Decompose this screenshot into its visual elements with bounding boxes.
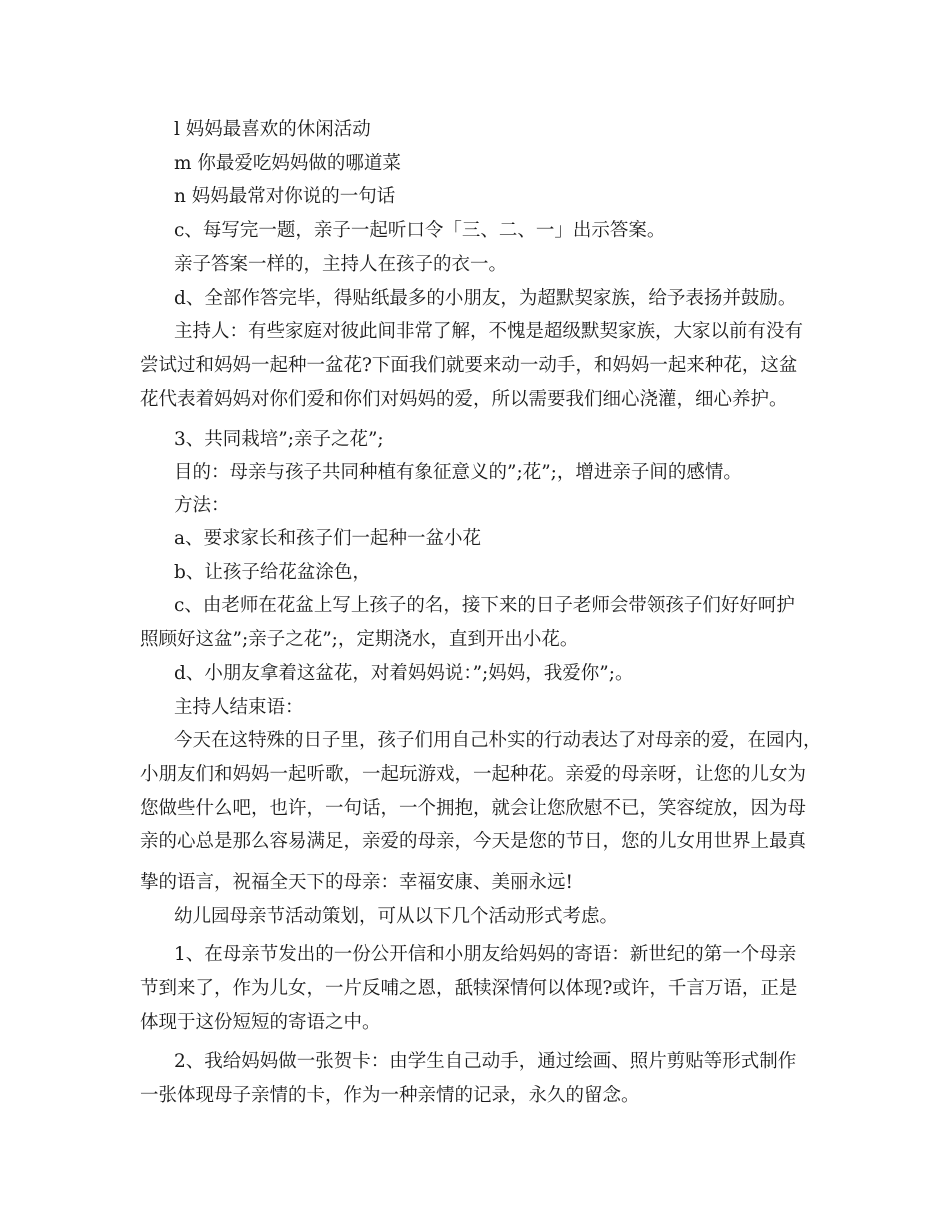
text-line: b、让孩子给花盆涂色， [174,562,371,583]
text-line: 您做些什么吧，也许，一句话，一个拥抱，就会让您欣慰不已，笑容绽放，因为母 [140,798,807,819]
text-line: 挚的语言，祝福全天下的母亲：幸福安康、美丽永远! [140,872,573,893]
text-line: 1、在母亲节发出的一份公开信和小朋友给妈妈的寄语：新世纪的第一个母亲 [174,944,797,965]
text-line: l 妈妈最喜欢的休闲活动 [174,119,371,140]
text-line: 方法： [174,495,230,516]
text-line: c、由老师在花盆上写上孩子的名，接下来的日子老师会带领孩子们好好呵护 [174,595,795,616]
text-line: m 你最爱吃妈妈做的哪道菜 [174,153,401,174]
text-line: 目的：母亲与孩子共同种植有象征意义的”;花”;，增进亲子间的感情。 [174,462,742,483]
text-line: 亲子答案一样的，主持人在孩子的衣一。 [174,254,508,275]
text-line: 花代表着妈妈对你们爱和你们对妈妈的爱，所以需要我们细心浇灌，细心养护。 [140,389,788,410]
text-line: a、要求家长和孩子们一起种一盆小花 [174,528,482,549]
text-line: 主持人：有些家庭对彼此间非常了解，不愧是超级默契家族，大家以前有没有 [174,321,804,342]
text-line: 3、共同栽培”;亲子之花”; [174,429,384,450]
text-line: 照顾好这盆”;亲子之花”;，定期浇水，直到开出小花。 [140,629,579,650]
text-line: d、小朋友拿着这盆花，对着妈妈说：”;妈妈，我爱你”;。 [174,663,634,684]
text-line: n 妈妈最常对你说的一句话 [174,186,396,207]
text-line: 亲的心总是那么容易满足，亲爱的母亲，今天是您的节日，您的儿女用世界上最真 [140,831,807,852]
text-line: 小朋友们和妈妈一起听歌，一起玩游戏，一起种花。亲爱的母亲呀，让您的儿女为 [140,764,807,785]
text-line: 幼儿园母亲节活动策划，可从以下几个活动形式考虑。 [174,906,619,927]
text-line: c、每写完一题，亲子一起听口令「三、二、一」出示答案。 [174,220,666,241]
text-line: 节到来了，作为儿女，一片反哺之恩，舐犊深情何以体现?或许，千言万语，正是 [140,978,798,999]
text-line: 体现于这份短短的寄语之中。 [140,1012,381,1033]
text-line: 主持人结束语： [174,697,304,718]
text-line: 今天在这特殊的日子里，孩子们用自己朴实的行动表达了对母亲的爱，在园内， [174,730,822,751]
text-line: 一张体现母子亲情的卡，作为一种亲情的记录，永久的留念。 [140,1085,640,1106]
text-line: 2、我给妈妈做一张贺卡：由学生自己动手，通过绘画、照片剪贴等形式制作 [174,1051,797,1072]
text-line: 尝试过和妈妈一起种一盆花?下面我们就要来动一动手，和妈妈一起来种花，这盆 [140,355,798,376]
text-line: d、全部作答完毕，得贴纸最多的小朋友，为超默契家族，给予表扬并鼓励。 [174,288,797,309]
